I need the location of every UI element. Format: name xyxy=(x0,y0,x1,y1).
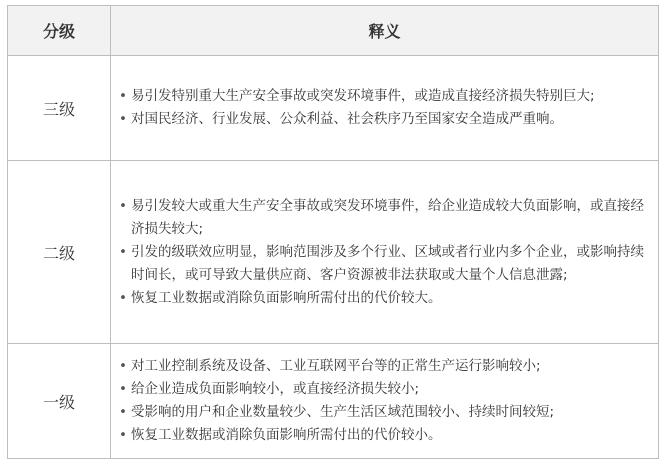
grading-table xyxy=(7,5,659,459)
list-item: • 易引发较大或重大生产安全事故或突发环境事件，给企业造成较大负面影响，或直接经济损失较大; xyxy=(117,195,648,241)
level-cell: 三级 xyxy=(8,56,111,161)
description-cell xyxy=(111,344,659,459)
table-row-level-3 xyxy=(8,56,659,161)
list-item: • 易引发特别重大生产安全事故或突发环境事件，或造成直接经济损失特别巨大; xyxy=(117,85,648,108)
description-list xyxy=(117,355,648,447)
table-row-level-2 xyxy=(8,161,659,344)
table-row-level-1 xyxy=(8,344,659,459)
header-description: 释义 xyxy=(111,6,659,56)
list-item: • 受影响的用户和企业数量较少、生产生活区域范围较小、持续时间较短; xyxy=(117,401,648,424)
level-cell: 一级 xyxy=(8,344,111,459)
header-level: 分级 xyxy=(8,6,111,56)
description-list xyxy=(117,195,648,310)
header-row xyxy=(8,6,659,56)
list-item: • 对国民经济、行业发展、公众利益、社会秩序乃至国家安全造成严重响。 xyxy=(117,108,648,131)
description-cell xyxy=(111,161,659,344)
list-item: • 对工业控制系统及设备、工业互联网平台等的正常生产运行影响较小; xyxy=(117,355,648,378)
list-item: • 引发的级联效应明显，影响范围涉及多个行业、区域或者行业内多个企业，或影响持续时间长，或可导致大量供应商、客户资源被非法获取或大量个人信息泄露; xyxy=(117,241,648,287)
level-cell: 二级 xyxy=(8,161,111,344)
list-item: • 恢复工业数据或消除负面影响所需付出的代价较大。 xyxy=(117,287,648,310)
list-item: • 给企业造成负面影响较小，或直接经济损失较小; xyxy=(117,378,648,401)
description-cell xyxy=(111,56,659,161)
list-item: • 恢复工业数据或消除负面影响所需付出的代价较小。 xyxy=(117,424,648,447)
description-list xyxy=(117,85,648,131)
